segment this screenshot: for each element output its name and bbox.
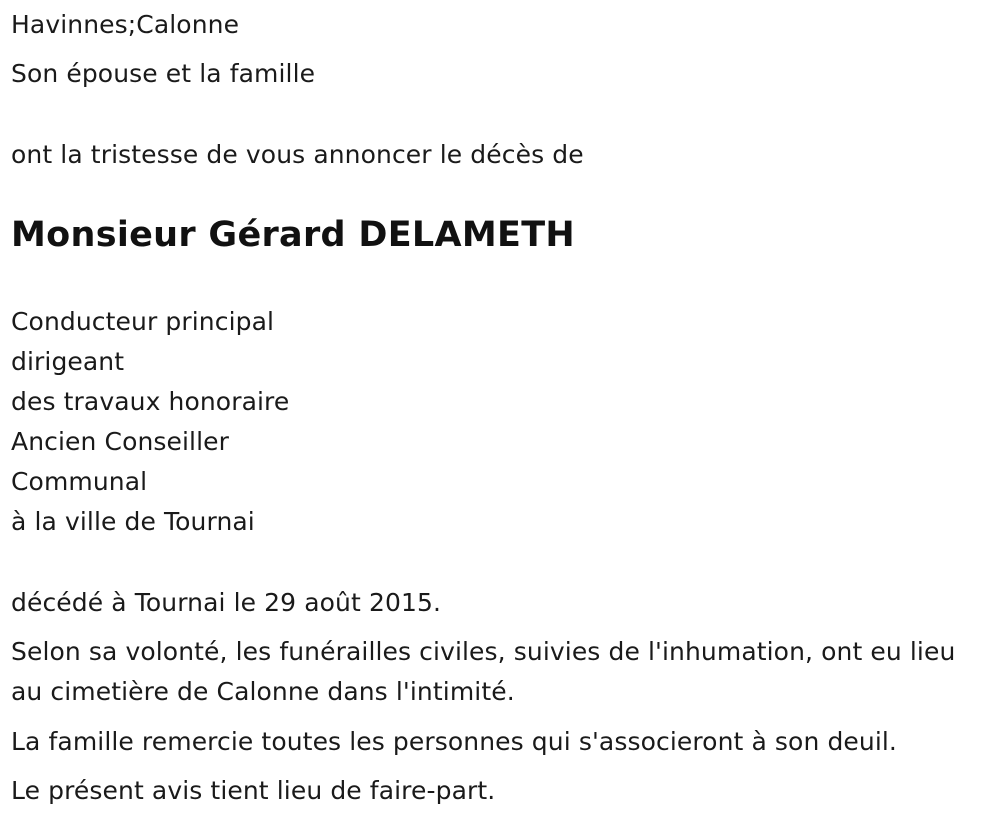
title-line-4: Ancien Conseiller — [11, 427, 230, 456]
title-line-1: Conducteur principal — [11, 307, 275, 336]
announcement-line: ont la tristesse de vous annoncer le décès de — [11, 140, 584, 169]
title-line-3: des travaux honoraire — [11, 387, 290, 416]
deceased-name: Monsieur Gérard DELAMETH — [11, 215, 576, 255]
location-line: Havinnes;Calonne — [11, 10, 240, 39]
title-line-5: Communal — [11, 467, 148, 496]
funeral-line-1: Selon sa volonté, les funérailles civiles, suivies de l'inhumation, ont eu lieu — [11, 637, 956, 666]
title-line-6: à la ville de Tournai — [11, 507, 255, 536]
funeral-line-2: au cimetière de Calonne dans l'intimité. — [11, 677, 515, 706]
death-line: décédé à Tournai le 29 août 2015. — [11, 588, 442, 617]
title-line-2: dirigeant — [11, 347, 125, 376]
notice-line: Le présent avis tient lieu de faire-part. — [11, 776, 496, 805]
thanks-line: La famille remercie toutes les personnes qui s'associeront à son deuil. — [11, 727, 897, 756]
family-line: Son épouse et la famille — [11, 59, 316, 88]
